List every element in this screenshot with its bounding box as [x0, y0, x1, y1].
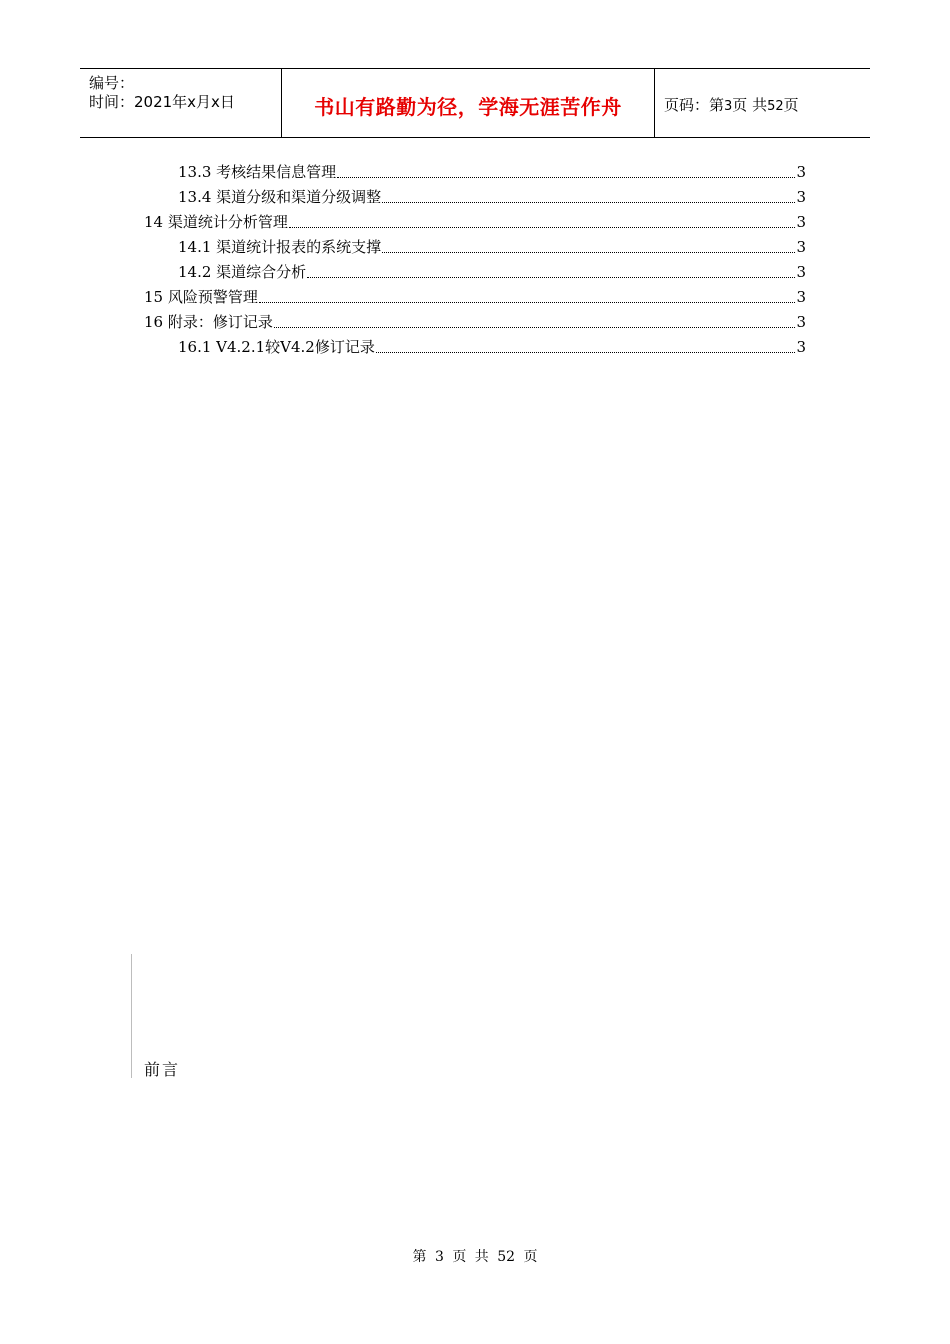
toc-entry-page: 3 — [796, 338, 806, 356]
toc-entry-page: 3 — [796, 263, 806, 281]
toc-entry-13-3[interactable] — [178, 160, 806, 182]
margin-divider — [131, 954, 132, 1078]
header-motto-cell — [282, 69, 655, 137]
footer-current-page: 3 — [434, 1249, 444, 1265]
footer-word: 页 — [523, 1249, 538, 1265]
toc-entry-title: 16.1 V4.2.1较V4.2修订记录 — [178, 338, 375, 356]
toc-entry-title: 13.3 考核结果信息管理 — [178, 163, 337, 181]
header-motto: 书山有路勤为径，学海无涯苦作舟 — [314, 95, 622, 119]
toc-entry-title: 16 附录：修订记录 — [144, 313, 273, 331]
header-page-info — [664, 94, 799, 115]
toc-entry-16[interactable] — [144, 310, 806, 332]
document-date: 时间：2021年x月x日 — [89, 93, 235, 111]
toc-entry-page: 3 — [796, 188, 806, 206]
footer-word: 页 — [452, 1249, 467, 1265]
footer-word: 第 — [412, 1249, 427, 1265]
header-meta-cell — [80, 69, 282, 137]
toc-entry-title: 15 风险预警管理 — [144, 288, 258, 306]
header-page-cell — [655, 69, 870, 137]
toc-entry-title: 14.2 渠道综合分析 — [178, 263, 307, 281]
toc-leader-dots — [289, 209, 796, 228]
toc-leader-dots — [382, 234, 795, 253]
page-footer — [0, 1246, 950, 1266]
toc-entry-14-2[interactable] — [178, 260, 806, 282]
toc-entry-page: 3 — [796, 238, 806, 256]
toc-entry-page: 3 — [796, 213, 806, 231]
page-prefix: 页码：第 — [664, 96, 725, 114]
toc-entry-13-4[interactable] — [178, 185, 806, 207]
toc-entry-title: 14 渠道统计分析管理 — [144, 213, 288, 231]
document-number-label: 编号： — [89, 74, 135, 92]
toc-leader-dots — [382, 184, 795, 203]
toc-entry-page: 3 — [796, 313, 806, 331]
toc-entry-page: 3 — [796, 163, 806, 181]
toc-entry-page: 3 — [796, 288, 806, 306]
page-suffix: 页 — [783, 96, 799, 114]
toc-entry-15[interactable] — [144, 285, 806, 307]
footer-total-pages: 52 — [497, 1249, 516, 1265]
page-header — [80, 68, 870, 138]
toc-entry-16-1[interactable] — [178, 335, 806, 357]
footer-word: 共 — [474, 1249, 489, 1265]
toc-leader-dots — [307, 259, 795, 278]
toc-leader-dots — [337, 159, 795, 178]
toc-entry-14-1[interactable] — [178, 235, 806, 257]
toc-leader-dots — [274, 309, 796, 328]
page-current: 3 — [724, 99, 733, 114]
toc-entry-title: 13.4 渠道分级和渠道分级调整 — [178, 188, 382, 206]
preface-heading: 前言 — [144, 1060, 181, 1079]
toc-leader-dots — [376, 334, 796, 353]
page-mid: 页 共 — [732, 96, 768, 114]
toc-leader-dots — [259, 284, 796, 303]
toc-entry-14[interactable] — [144, 210, 806, 232]
toc-entry-title: 14.1 渠道统计报表的系统支撑 — [178, 238, 382, 256]
page-total: 52 — [767, 99, 784, 114]
